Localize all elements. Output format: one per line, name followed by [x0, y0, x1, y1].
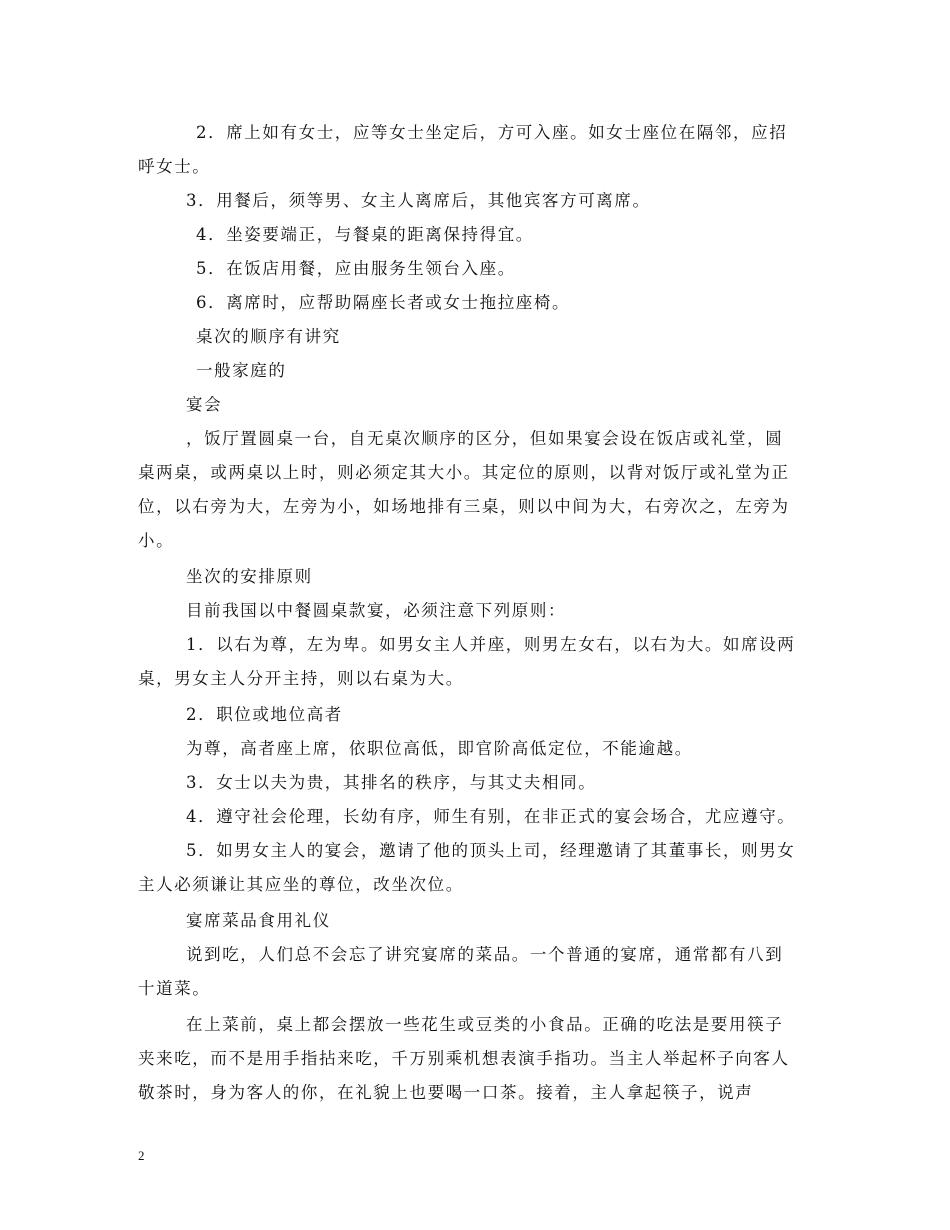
- text-line: 说到吃，人们总不会忘了讲究宴席的菜品。一个普通的宴席，通常都有八到: [186, 945, 784, 964]
- heading-seating-principles: 坐次的安排原则: [186, 567, 313, 586]
- text-line: ，饭厅置圆桌一台，自无桌次顺序的区分，但如果宴会设在饭店或礼堂，圆: [186, 429, 784, 448]
- text-line: 在上菜前，桌上都会摆放一些花生或豆类的小食品。正确的吃法是要用筷子: [186, 1015, 784, 1034]
- text-line: 为尊，高者座上席，依职位高低，即官阶高低定位，不能逾越。: [186, 739, 693, 758]
- text-line: 4．坐姿要端正，与餐桌的距离保持得宜。: [196, 225, 534, 244]
- text-line: 一般家庭的: [196, 361, 287, 380]
- text-line: 十道菜。: [138, 979, 211, 998]
- heading-dish-etiquette: 宴席菜品食用礼仪: [186, 911, 331, 930]
- text-line: 2．职位或地位高者: [186, 705, 343, 724]
- text-line: 目前我国以中餐圆桌款宴，必须注意下列原则：: [186, 601, 567, 620]
- text-line: 2．席上如有女士，应等女士坐定后，方可入座。如女士座位在隔邻，应招: [196, 123, 788, 142]
- text-line: 位，以右旁为大，左旁为小，如场地排有三桌，则以中间为大，右旁次之，左旁为: [138, 497, 790, 516]
- text-line: 5．如男女主人的宴会，邀请了他的顶头上司，经理邀请了其董事长，则男女: [186, 841, 796, 860]
- text-line: 4．遵守社会伦理，长幼有序，师生有别，在非正式的宴会场合，尤应遵守。: [186, 807, 796, 826]
- text-line: 呼女士。: [138, 157, 211, 176]
- text-line: 桌，男女主人分开主持，则以右桌为大。: [138, 669, 464, 688]
- text-line: 宴会: [186, 395, 223, 414]
- heading-table-order: 桌次的顺序有讲究: [196, 327, 341, 346]
- page-number: 2: [138, 1148, 145, 1163]
- text-line: 夹来吃，而不是用手指拈来吃，千万别乘机想表演手指功。当主人举起杯子向客人: [138, 1049, 790, 1068]
- text-line: 敬茶时，身为客人的你，在礼貌上也要喝一口茶。接着，主人拿起筷子，说声: [138, 1083, 754, 1102]
- text-line: 主人必须谦让其应坐的尊位，改坐次位。: [138, 875, 464, 894]
- text-line: 桌两桌，或两桌以上时，则必须定其大小。其定位的原则，以背对饭厅或礼堂为正: [138, 463, 790, 482]
- text-line: 3．用餐后，须等男、女主人离席后，其他宾客方可离席。: [186, 191, 651, 210]
- text-line: 3．女士以夫为贵，其排名的秩序，与其丈夫相同。: [186, 773, 597, 792]
- text-line: 5．在饭店用餐，应由服务生领台入座。: [196, 259, 516, 278]
- text-line: 小。: [138, 531, 175, 550]
- text-line: 1．以右为尊，左为卑。如男女主人并座，则男左女右，以右为大。如席设两: [186, 635, 796, 654]
- text-line: 6．离席时，应帮助隔座长者或女士拖拉座椅。: [196, 293, 571, 312]
